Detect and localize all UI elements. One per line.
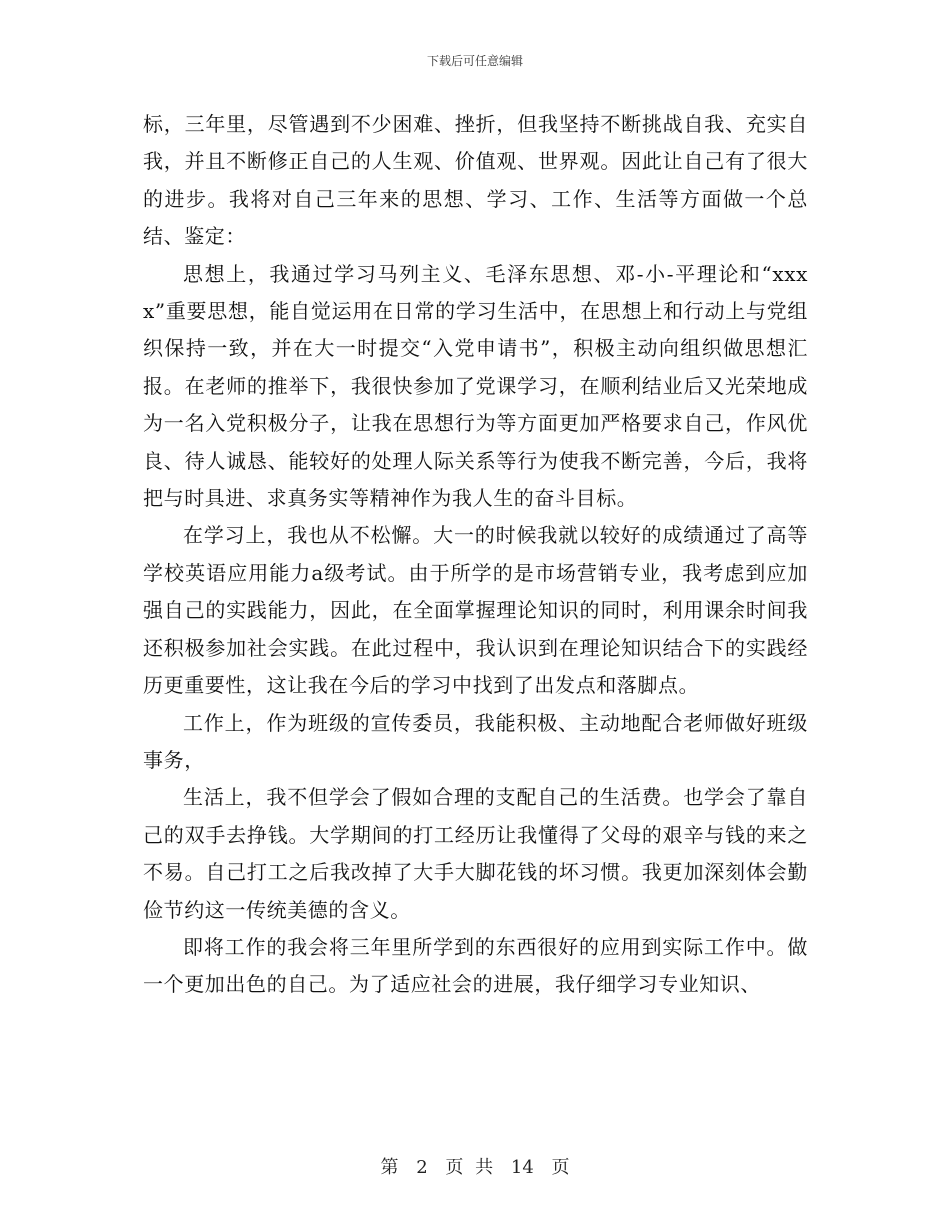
page-header [0,52,950,69]
footer-prefix: 第 [380,1157,399,1178]
footer-middle: 页 共 [445,1157,494,1178]
paragraph-life: 生活上，我不但学会了假如合理的支配自己的生活费。也学会了靠自己的双手去挣钱。大学期间的打工经历让我懂得了父母的艰辛与钱的来之不易。自己打工之后我改掉了大手大脚花钱的坏习惯。我更加深刻体会勤俭节约这一传统美德的含义。 [143,785,808,922]
footer-page-number: 2 [416,1157,428,1178]
paragraph-intro: 标，三年里，尽管遇到不少困难、挫折，但我坚持不断挑战自我、充实自我，并且不断修正自己的人生观、价值观、世界观。因此让自己有了很大的进步。我将对自己三年来的思想、学习、工作、生活等方面做一个总结、鉴定： [143,112,808,249]
footer-suffix: 页 [551,1157,570,1178]
document-body [143,106,808,1004]
paragraph-future: 即将工作的我会将三年里所学到的东西很好的应用到实际工作中。做一个更加出色的自己。为了适应社会的进展，我仔细学习专业知识、 [143,934,808,997]
header-text: 下载后可任意编辑 [426,54,523,68]
paragraph-thought: 思想上，我通过学习马列主义、毛泽东思想、邓-小-平理论和“xxxx”重要思想，能自觉运用在日常的学习生活中，在思想上和行动上与党组织保持一致，并在大一时提交“入党申请书”，积极主动向组织做思想汇报。在老师的推举下，我很快参加了党课学习，在顺利结业后又光荣地成为一名入党积极分子，让我在思想行为等方面更加严格要求自己，作风优良、待人诚恳、能较好的处理人际关系等行为使我不断完善，今后，我将把与时具进、求真务实等精神作为我人生的奋斗目标。 [143,261,808,511]
page-footer [0,1153,950,1179]
paragraph-work: 工作上，作为班级的宣传委员，我能积极、主动地配合老师做好班级事务， [143,710,808,772]
paragraph-study: 在学习上，我也从不松懈。大一的时候我就以较好的成绩通过了高等学校英语应用能力a级考试。由于所学的是市场营销专业，我考虑到应加强自己的实践能力，因此，在全面掌握理论知识的同时，利用课余时间我还积极参加社会实践。在此过程中，我认识到在理论知识结合下的实践经历更重要性，这让我在今后的学习中找到了出发点和落脚点。 [143,523,808,698]
footer-total-pages: 14 [510,1157,534,1178]
